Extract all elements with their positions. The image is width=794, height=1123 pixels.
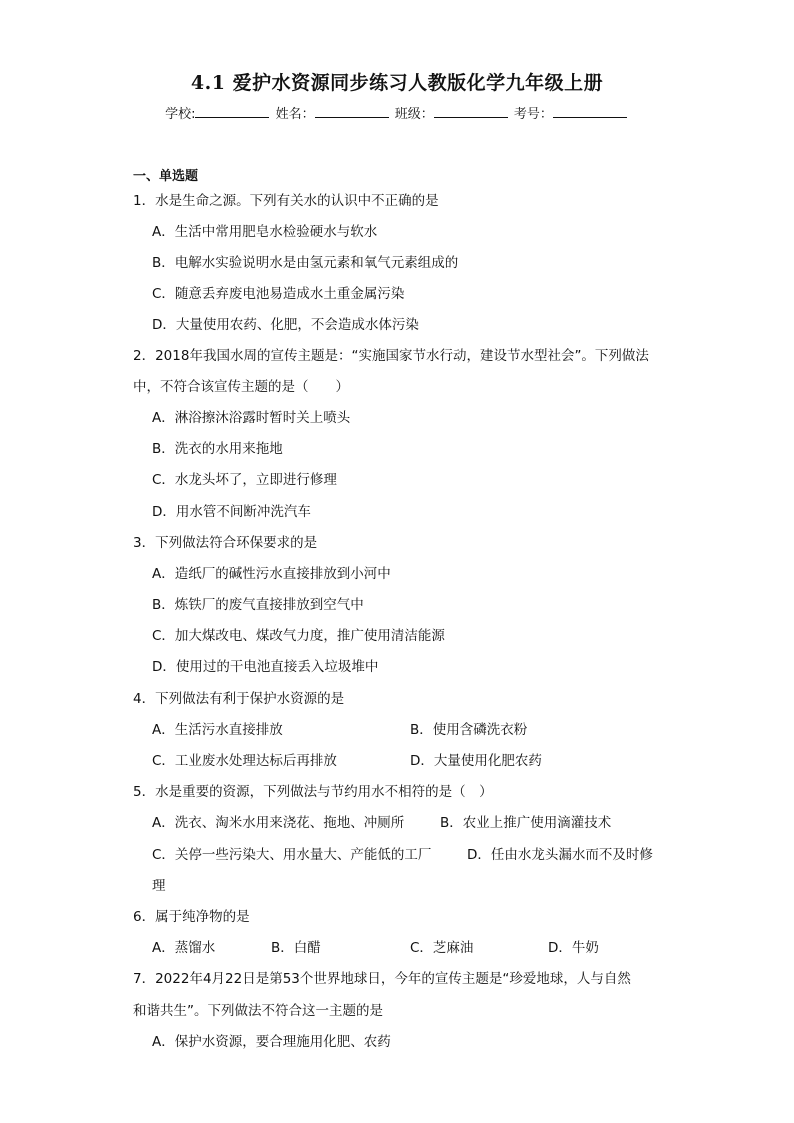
option: A．淋浴擦沐浴露时暂时关上喷头 <box>152 410 351 426</box>
option: B．洗衣的水用来拖地 <box>152 441 283 457</box>
exam-no-label: 考号： <box>513 107 553 122</box>
option: D．任由水龙头漏水而不及时修 <box>467 847 653 863</box>
option: D．使用过的干电池直接丢入垃圾堆中 <box>152 659 379 675</box>
option: B．炼铁厂的废气直接排放到空气中 <box>152 597 364 613</box>
exam-no-blank[interactable] <box>553 105 627 118</box>
question-stem: 6．属于纯净物的是 <box>133 909 250 925</box>
question-stem: 2．2018年我国水周的宣传主题是：“实施国家节水行动，建设节水型社会”。下列做法 <box>133 348 649 364</box>
class-label: 班级： <box>394 107 434 122</box>
option: D．牛奶 <box>548 940 599 956</box>
option: D．大量使用化肥农药 <box>410 753 542 769</box>
name-blank[interactable] <box>315 105 389 118</box>
option: C．关停一些污染大、用水量大、产能低的工厂 <box>152 847 432 863</box>
school-blank[interactable] <box>195 105 269 118</box>
option: C．加大煤改电、煤改气力度，推广使用清洁能源 <box>152 628 445 644</box>
name-label: 姓名： <box>275 107 315 122</box>
school-label: 学校: <box>165 107 196 122</box>
option: D．用水管不间断冲洗汽车 <box>152 504 311 520</box>
option: B．白醋 <box>271 940 321 956</box>
option: B．农业上推广使用滴灌技术 <box>440 815 612 831</box>
option: A．洗衣、淘米水用来浇花、拖地、冲厕所 <box>152 815 405 831</box>
option: A．生活中常用肥皂水检验硬水与软水 <box>152 224 378 240</box>
student-info-line <box>0 103 794 122</box>
question-stem: 5．水是重要的资源，下列做法与节约用水不相符的是（ ） <box>133 784 493 800</box>
question-stem: 4．下列做法有利于保护水资源的是 <box>133 691 345 707</box>
option: A．蒸馏水 <box>152 940 216 956</box>
option: C．随意丢弃废电池易造成水土重金属污染 <box>152 286 405 302</box>
option: B．电解水实验说明水是由氢元素和氧气元素组成的 <box>152 255 459 271</box>
question-stem-continued: 和谐共生”。下列做法不符合这一主题的是 <box>133 1003 383 1019</box>
class-blank[interactable] <box>434 105 508 118</box>
question-stem: 1．水是生命之源。下列有关水的认识中不正确的是 <box>133 193 439 209</box>
question-stem-continued: 中，不符合该宣传主题的是（ ） <box>133 379 349 395</box>
document-title: 4.1 爱护水资源同步练习人教版化学九年级上册 <box>190 72 604 94</box>
question-stem: 3．下列做法符合环保要求的是 <box>133 535 318 551</box>
section-heading: 一、单选题 <box>133 169 199 184</box>
question-stem: 7．2022年4月22日是第53个世界地球日，今年的宣传主题是“珍爱地球，人与自然 <box>133 971 631 987</box>
option: D．大量使用农药、化肥，不会造成水体污染 <box>152 317 419 333</box>
option: C．水龙头坏了，立即进行修理 <box>152 472 337 488</box>
option-wrap: 理 <box>152 878 166 894</box>
option: B．使用含磷洗衣粉 <box>410 722 528 738</box>
option: A．造纸厂的碱性污水直接排放到小河中 <box>152 566 391 582</box>
option: C．芝麻油 <box>410 940 474 956</box>
option: C．工业废水处理达标后再排放 <box>152 753 337 769</box>
option: A．生活污水直接排放 <box>152 722 283 738</box>
option: A．保护水资源，要合理施用化肥、农药 <box>152 1034 391 1050</box>
